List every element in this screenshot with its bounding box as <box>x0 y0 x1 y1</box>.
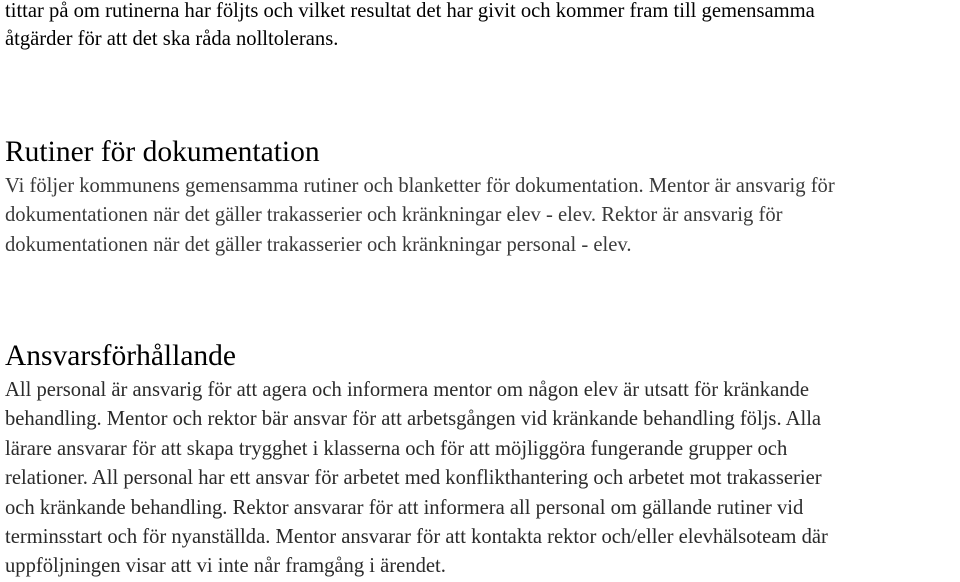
documentation-heading: Rutiner för dokumentation <box>5 136 320 168</box>
documentation-line: Vi följer kommunens gemensamma rutiner och blanketter för dokumentation. Mentor är ansvarig för <box>5 175 835 197</box>
responsibility-line: uppföljningen visar att vi inte når framgång i ärendet. <box>5 555 446 578</box>
responsibility-line: relationer. All personal har ett ansvar för arbetet med konflikthantering och arbetet mot trakasserier <box>5 467 822 490</box>
documentation-line: dokumentationen när det gäller trakasserier och kränkningar personal - elev. <box>5 233 632 256</box>
responsibility-line: lärare ansvarar för att skapa trygghet i klasserna och för att möjliggöra fungerande grupper och <box>5 437 788 460</box>
responsibility-section <box>5 338 957 582</box>
documentation-line: dokumentationen när det gäller trakasserier och kränkningar elev - elev. Rektor är ansvarig för <box>5 204 783 227</box>
responsibility-line: terminsstart och för nyanställda. Mentor ansvarar för att kontakta rektor och/eller elevhälsoteam där <box>5 526 828 549</box>
responsibility-heading: Ansvarsförhållande <box>5 340 237 372</box>
responsibility-line: behandling. Mentor och rektor bär ansvar för att arbetsgången vid kränkande behandling följs. Alla <box>5 408 822 431</box>
responsibility-line: och kränkande behandling. Rektor ansvarar för att informera all personal om gällande rutiner vid <box>5 496 804 519</box>
documentation-section <box>5 134 957 260</box>
responsibility-line: All personal är ansvarig för att agera och informera mentor om någon elev är utsatt för kränkande <box>5 379 809 401</box>
intro-line: tittar på om rutinerna har följts och vilket resultat det har givit och kommer fram till gemensamma <box>5 0 815 22</box>
intro-paragraph <box>5 0 957 53</box>
intro-line: åtgärder för att det ska råda nolltolerans. <box>5 28 339 50</box>
